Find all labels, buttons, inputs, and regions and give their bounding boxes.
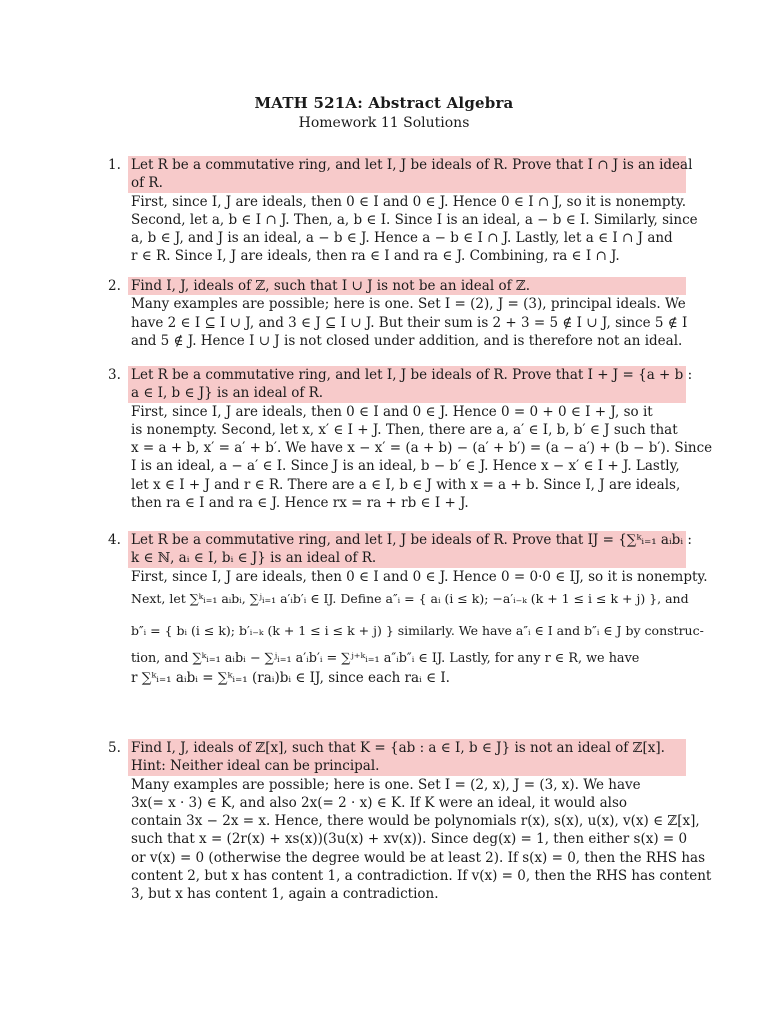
solution-line: let x ∈ I + J and r ∈ R. There are a ∈ I, b ∈ J with x = a + b. Since I, J are ideals, [131,476,681,493]
solution-line: tion, and ∑ᵏᵢ₌₁ aᵢbᵢ − ∑ʲᵢ₌₁ a′ᵢb′ᵢ = ∑ʲ⁺ᵏᵢ₌₁ a″ᵢb″ᵢ ∈ IJ. Lastly, for any r ∈ R, we have [131,651,640,667]
statement-line: Let R be a commutative ring, and let I, J be ideals of R. Prove that IJ = {∑ᵏᵢ₌₁ aᵢbᵢ : [131,532,692,548]
solution-line: 3x(= x · 3) ∈ K, and also 2x(= 2 · x) ∈ K. If K were an ideal, it would also [131,794,627,811]
document-subtitle: Homework 11 Solutions [298,115,470,131]
solution-line: b″ᵢ = { bᵢ (i ≤ k); b′ᵢ₋ₖ (k + 1 ≤ i ≤ k + j) } similarly. We have a″ᵢ ∈ I and b″ᵢ ∈ J by construc- [131,623,704,639]
solution-line: Second, let a, b ∈ I ∩ J. Then, a, b ∈ I. Since I is an ideal, a − b ∈ I. Similarly, since [131,211,698,228]
solution-line: r ∈ R. Since I, J are ideals, then ra ∈ I and ra ∈ J. Combining, ra ∈ I ∩ J. [131,248,620,265]
problem-number: 1. [108,157,121,173]
statement-line: k ∈ ℕ, aᵢ ∈ I, bᵢ ∈ J} is an ideal of R. [131,550,377,567]
solution-line: I is an ideal, a − a′ ∈ I. Since J is an ideal, b − b′ ∈ J. Hence x − x′ ∈ I + J. Lastly, [131,458,680,475]
solution-line: a, b ∈ J, and J is an ideal, a − b ∈ J. Hence a − b ∈ I ∩ J. Lastly, let a ∈ I ∩ J and [131,230,673,247]
solution-line: content 2, but x has content 1, a contradiction. If v(x) = 0, then the RHS has content [131,868,712,885]
solution-line: 3, but x has content 1, again a contradiction. [131,886,439,903]
solution-line: have 2 ∈ I ⊆ I ∪ J, and 3 ∈ J ⊆ I ∪ J. But their sum is 2 + 3 = 5 ∉ I ∪ J, since 5 ∉ I [131,314,688,331]
solution-line: Many examples are possible; here is one. Set I = (2, x), J = (3, x). We have [131,776,641,793]
statement-line: Find I, J, ideals of ℤ, such that I ∪ J is not be an ideal of ℤ. [131,278,531,294]
solution-line: and 5 ∉ J. Hence I ∪ J is not closed under addition, and is therefore not an ideal. [131,332,683,349]
statement-line: Find I, J, ideals of ℤ[x], such that K = {ab : a ∈ I, b ∈ J} is not an ideal of ℤ[x]. [131,740,665,756]
problem-3 [108,366,713,512]
problem-solution [128,568,708,687]
statement-line: Let R be a commutative ring, and let I, J be ideals of R. Prove that I + J = {a + b : [131,367,693,383]
solution-line: or v(x) = 0 (otherwise the degree would be at least 2). If s(x) = 0, then the RHS has [131,849,706,866]
problem-statement [128,366,693,403]
problem-1 [108,156,698,266]
problem-solution [128,193,698,266]
problem-number: 5. [108,740,121,756]
problem-solution [128,403,713,513]
problem-solution [128,776,712,904]
problem-4 [108,531,708,687]
statement-line: of R. [131,175,163,192]
solution-line: x = a + b, x′ = a′ + b′. We have x − x′ = (a + b) − (a′ + b′) = (a − a′) + (b − b′). Since [131,440,713,457]
solution-line: is nonempty. Second, let x, x′ ∈ I + J. Then, there are a, a′ ∈ I, b, b′ ∈ J such that [131,421,678,438]
solution-line: r ∑ᵏᵢ₌₁ aᵢbᵢ = ∑ᵏᵢ₌₁ (raᵢ)bᵢ ∈ IJ, since each raᵢ ∈ I. [131,669,450,686]
problem-5 [108,739,712,904]
document-title: MATH 521A: Abstract Algebra [254,94,514,112]
solution-line: such that x = (2r(x) + xs(x))(3u(x) + xv(x)). Since deg(x) = 1, then either s(x) = 0 [131,831,688,848]
statement-line: Hint: Neither ideal can be principal. [131,758,380,775]
solution-line: First, since I, J are ideals, then 0 ∈ I and 0 ∈ J. Hence 0 ∈ I ∩ J, so it is nonempty. [131,193,687,210]
solution-line: then ra ∈ I and ra ∈ J. Hence rx = ra + rb ∈ I + J. [131,495,469,512]
statement-line: Let R be a commutative ring, and let I, J be ideals of R. Prove that I ∩ J is an ideal [131,157,693,173]
problem-statement [128,156,693,193]
solution-line: Next, let ∑ᵏᵢ₌₁ aᵢbᵢ, ∑ʲᵢ₌₁ a′ᵢb′ᵢ ∈ IJ. Define a″ᵢ = { aᵢ (i ≤ k); −a′ᵢ₋ₖ (k + 1 ≤ i ≤ k + j) }, and [131,590,689,606]
statement-line: a ∈ I, b ∈ J} is an ideal of R. [131,385,324,402]
problem-statement [128,277,686,295]
solution-line: Many examples are possible; here is one. Set I = (2), J = (3), principal ideals. We [131,296,686,313]
solution-line: First, since I, J are ideals, then 0 ∈ I and 0 ∈ J. Hence 0 = 0·0 ∈ IJ, so it is nonempty. [131,568,708,585]
problem-number: 3. [108,367,121,383]
problem-number: 4. [108,532,121,548]
problem-statement [128,531,692,568]
solution-line: First, since I, J are ideals, then 0 ∈ I and 0 ∈ J. Hence 0 = 0 + 0 ∈ I + J, so it [131,403,653,420]
problem-2 [108,277,686,350]
solution-line: contain 3x − 2x = x. Hence, there would be polynomials r(x), s(x), u(x), v(x) ∈ ℤ[x], [131,813,700,830]
problem-statement [128,739,686,776]
problem-solution [128,295,686,350]
problem-number: 2. [108,278,121,294]
